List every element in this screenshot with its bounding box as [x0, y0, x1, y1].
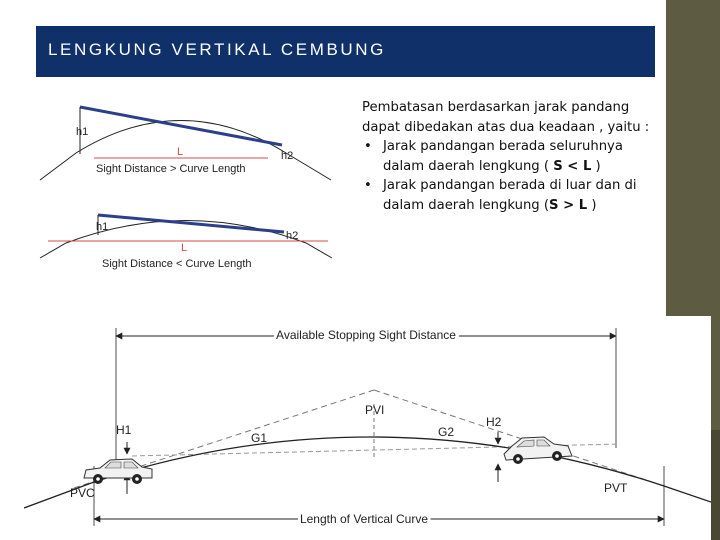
top-dimension-label: Available Stopping Sight Distance [276, 328, 456, 342]
caption-2: Sight Distance < Curve Length [102, 258, 252, 270]
slide-title: LENGKUNG VERTIKAL CEMBUNG [48, 40, 387, 59]
h2-label: H2 [486, 415, 502, 429]
sight-line-1 [80, 107, 282, 145]
intro-text: Pembatasan berdasarkan jarak pandang dapat dibedakan atas dua keadaan , yaitu : [362, 100, 650, 135]
caption-1: Sight Distance > Curve Length [96, 163, 246, 175]
h2-label-1: h2 [281, 150, 294, 162]
bottom-dimension-label: Length of Vertical Curve [299, 512, 429, 526]
h1-label: H1 [116, 423, 132, 437]
g1-label: G1 [251, 431, 268, 445]
pvi-label: PVI [365, 403, 385, 417]
stopping-sight-distance-diagram [24, 316, 711, 540]
h1-label-2: h1 [96, 221, 109, 233]
pvt-label: PVT [604, 481, 628, 495]
h1-label-1: h1 [76, 126, 89, 138]
pvc-label: PVC [70, 486, 95, 500]
sight-line-2 [98, 215, 284, 232]
sight-distance-diagrams [36, 98, 342, 274]
L-label-2: L [181, 242, 188, 254]
text-block [362, 98, 662, 216]
diagram-s-less-l [40, 215, 332, 270]
diagram-s-greater-l [40, 107, 331, 180]
condition-list [362, 137, 662, 215]
bullet-icon: • [364, 139, 372, 155]
condition-item-1: • Jarak pandangan berada seluruhnya dalam daerah lengkung ( S < L ) [364, 139, 623, 174]
title-bar [36, 26, 655, 77]
condition-item-2: • Jarak pandangan berada di luar dan di dalam daerah lengkung (S > L ) [364, 178, 637, 213]
h2-label-2: h2 [286, 230, 299, 242]
bullet-icon: • [364, 178, 372, 194]
g2-label: G2 [438, 425, 455, 439]
L-label-1: L [177, 146, 184, 158]
